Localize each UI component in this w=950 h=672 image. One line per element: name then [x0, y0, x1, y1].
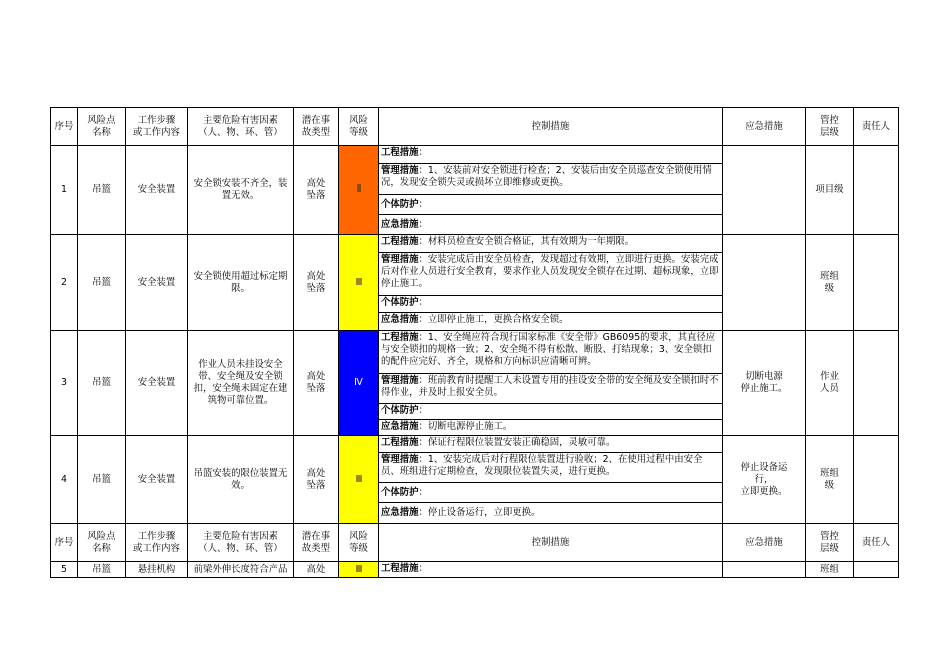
header-accident-type: 潜在事 故类型 [294, 108, 339, 146]
header-risk-level: 风险 等级 [339, 524, 379, 562]
management-measure: 管理措施：班前教育时提醒工人未设置专用的挂设安全带的安全绳及安全锁扣时不得作业，并及时上报安全员。 [379, 374, 722, 404]
row-risk-point: 吊篮 [78, 146, 126, 235]
row-accident-type: 高处 坠落 [294, 146, 339, 235]
header-work-step: 工作步骤 或工作内容 [126, 108, 188, 146]
row-hazard: 安全锁使用超过标定期限。 [188, 235, 294, 331]
header-risk-point: 风险点 名称 [78, 524, 126, 562]
header-emergency-measures: 应急措施 [723, 524, 806, 562]
header-risk-level: 风险 等级 [339, 108, 379, 146]
row-responsible [854, 146, 899, 235]
risk-level-cell [339, 235, 379, 331]
header-responsible: 责任人 [854, 524, 899, 562]
row-responsible [854, 235, 899, 331]
control-measures [379, 235, 723, 331]
engineering-measure: 工程措施：保证行程限位装置安装正确稳固，灵敏可靠。 [379, 436, 722, 453]
table-row [51, 562, 899, 578]
row-emergency: 切断电源 停止施工。 [723, 331, 806, 436]
header-hazard: 主要危险有害因素 （人、物、环、管） [188, 108, 294, 146]
row-work-step: 安全装置 [126, 146, 188, 235]
header-management-level: 管控 层级 [806, 524, 854, 562]
row-management-level: 班组 级 [806, 235, 854, 331]
row-hazard: 作业人员未挂设安全带、安全绳及安全锁扣，安全绳未固定在建筑物可靠位置。 [188, 331, 294, 436]
header-responsible: 责任人 [854, 108, 899, 146]
control-measures [379, 146, 723, 235]
table-row [51, 331, 899, 436]
risk-level-marker [357, 184, 361, 192]
row-hazard: 前梁外伸长度符合产品 [188, 562, 294, 578]
header-emergency-measures: 应急措施 [723, 108, 806, 146]
row-responsible [854, 436, 899, 524]
table-row [51, 235, 899, 331]
row-emergency [723, 562, 806, 578]
row-hazard: 吊篮安装的限位装置无效。 [188, 436, 294, 524]
row-accident-type: 高处 坠落 [294, 331, 339, 436]
header-hazard: 主要危险有害因素 （人、物、环、管） [188, 524, 294, 562]
row-accident-type: 高处 坠落 [294, 235, 339, 331]
risk-level-marker [356, 565, 362, 572]
header-control-measures: 控制措施 [379, 524, 723, 562]
header-row-repeat [51, 524, 899, 562]
row-accident-type: 高处 坠落 [294, 436, 339, 524]
control-measures [379, 331, 723, 436]
row-emergency [723, 146, 806, 235]
emergency-measure: 应急措施： [381, 219, 428, 230]
row-seq: 4 [51, 436, 78, 524]
row-management-level: 班组 [806, 562, 854, 578]
management-measure: 管理措施：1、安装完成后对行程限位装置进行验收；2、在使用过程中由安全员、班组进行定期检查，发现限位装置失灵，进行更换。 [379, 453, 722, 483]
row-work-step: 安全装置 [126, 436, 188, 524]
header-row [51, 108, 899, 146]
row-seq: 1 [51, 146, 78, 235]
row-responsible [854, 562, 899, 578]
header-risk-point: 风险点 名称 [78, 108, 126, 146]
table-row [51, 436, 899, 524]
row-risk-point: 吊篮 [78, 562, 126, 578]
row-work-step: 悬挂机构 [126, 562, 188, 578]
engineering-measure: 工程措施： [379, 146, 722, 164]
header-seq: 序号 [51, 108, 78, 146]
ppe-measure: 个体防护： [379, 404, 722, 420]
emergency-measure: 应急措施：切断电源停止施工。 [381, 421, 513, 432]
ppe-measure: 个体防护： [379, 195, 722, 215]
engineering-measure: 工程措施： [381, 563, 428, 574]
table-row [51, 146, 899, 235]
row-responsible [854, 331, 899, 436]
emergency-measure: 应急措施：立即停止施工，更换合格安全锁。 [381, 314, 569, 325]
risk-level-marker [356, 475, 362, 482]
risk-level-marker [356, 278, 362, 285]
row-risk-point: 吊篮 [78, 331, 126, 436]
row-hazard: 安全锁安装不齐全，装置无效。 [188, 146, 294, 235]
row-work-step: 安全装置 [126, 235, 188, 331]
engineering-measure: 工程措施：材料员检查安全锁合格证，其有效期为一年期限。 [379, 235, 722, 253]
risk-control-table [50, 107, 899, 578]
row-management-level: 作业 人员 [806, 331, 854, 436]
management-measure: 管理措施：1、安装前对安全锁进行检查；2、安装后由安全员巡查安全锁使用情况，发现安全锁失灵或损坏立即维修或更换。 [379, 164, 722, 195]
row-emergency [723, 235, 806, 331]
risk-level-cell [339, 562, 379, 578]
row-management-level: 项目级 [806, 146, 854, 235]
row-accident-type: 高处 [294, 562, 339, 578]
row-management-level: 班组 级 [806, 436, 854, 524]
row-work-step: 安全装置 [126, 331, 188, 436]
management-measure: 管理措施：安装完成后由安全员检查，发现超过有效期，立即进行更换。安装完成后对作业人员进行安全教育，要求作业人员发现安全锁存在过期、超标现象，立即停止施工。 [379, 253, 722, 296]
header-seq: 序号 [51, 524, 78, 562]
risk-level-cell [339, 146, 379, 235]
emergency-measure: 应急措施：停止设备运行，立即更换。 [381, 507, 541, 518]
control-measures [379, 436, 723, 524]
risk-level-text: Ⅳ [354, 377, 363, 388]
header-control-measures: 控制措施 [379, 108, 723, 146]
risk-level-cell [339, 436, 379, 524]
row-risk-point: 吊篮 [78, 235, 126, 331]
header-management-level: 管控 层级 [806, 108, 854, 146]
engineering-measure: 工程措施：1、安全绳应符合现行国家标准《安全带》GB6095的要求，其直径应与安全锁扣的规格一致；2、安全绳不得有松散、断股、打结现象；3、安全锁扣的配件应完好、齐全，规格和方向标识应清晰可辨。 [379, 331, 722, 374]
row-seq: 5 [51, 562, 78, 578]
ppe-measure: 个体防护： [379, 483, 722, 503]
risk-level-cell [339, 331, 379, 436]
row-seq: 3 [51, 331, 78, 436]
header-accident-type: 潜在事 故类型 [294, 524, 339, 562]
ppe-measure: 个体防护： [379, 296, 722, 313]
row-risk-point: 吊篮 [78, 436, 126, 524]
control-measures [379, 562, 723, 578]
header-work-step: 工作步骤 或工作内容 [126, 524, 188, 562]
row-seq: 2 [51, 235, 78, 331]
row-emergency: 停止设备运 行， 立即更换。 [723, 436, 806, 524]
